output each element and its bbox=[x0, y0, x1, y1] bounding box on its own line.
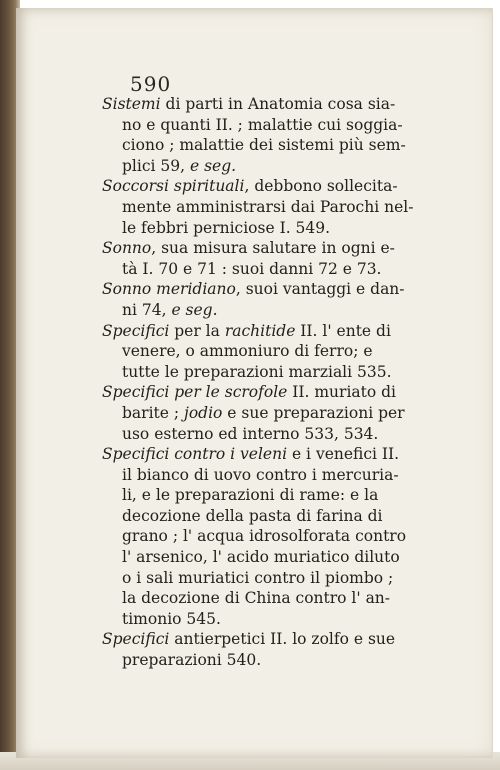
italic-term: Sonno bbox=[102, 239, 152, 258]
entry-line bbox=[102, 279, 454, 300]
index-entry bbox=[102, 321, 454, 383]
entry-text: uso esterno ed interno 533, 534. bbox=[122, 424, 379, 443]
entry-line bbox=[102, 506, 454, 527]
entry-line bbox=[102, 156, 454, 177]
entry-line bbox=[102, 197, 454, 218]
italic-term: Soccorsi spirituali bbox=[102, 177, 245, 196]
entry-text: e i venefici II. bbox=[287, 445, 400, 464]
index-entry bbox=[102, 629, 454, 670]
entry-text: la decozione di China contro l' an- bbox=[122, 589, 391, 608]
entry-text: II. muriato di bbox=[287, 383, 397, 402]
entry-line bbox=[102, 444, 454, 465]
entry-text: o i sali muriatici contro il piombo ; bbox=[122, 568, 394, 587]
entry-text: decozione della pasta di farina di bbox=[122, 506, 383, 525]
entry-line bbox=[102, 403, 454, 424]
page-number: 590 bbox=[130, 72, 172, 96]
entry-line bbox=[102, 176, 454, 197]
italic-term: Specifici per le scrofole bbox=[102, 383, 288, 402]
entry-line bbox=[102, 588, 454, 609]
entry-line bbox=[102, 609, 454, 630]
entry-line bbox=[102, 547, 454, 568]
italic-term: rachitide bbox=[224, 321, 296, 340]
entry-line bbox=[102, 321, 454, 342]
entry-text: tutte le preparazioni marziali 535. bbox=[122, 362, 392, 381]
italic-term: Specifici contro i veleni bbox=[102, 445, 288, 464]
entry-line bbox=[102, 135, 454, 156]
entry-line bbox=[102, 115, 454, 136]
entry-text: tà I. 70 e 71 : suoi danni 72 e 73. bbox=[122, 259, 382, 278]
entry-text: II. l' ente di bbox=[295, 321, 391, 340]
entry-line bbox=[102, 465, 454, 486]
entry-line bbox=[102, 341, 454, 362]
entry-line bbox=[102, 485, 454, 506]
entry-text: il bianco di uovo contro i mercuria- bbox=[122, 465, 399, 484]
entry-line bbox=[102, 94, 454, 115]
entry-text: li, e le preparazioni di rame: e la bbox=[122, 486, 379, 505]
italic-term: Sistemi bbox=[102, 95, 161, 113]
entry-text: plici 59, bbox=[122, 156, 190, 175]
entry-text: timonio 545. bbox=[122, 609, 221, 628]
index-entry bbox=[102, 279, 454, 320]
entry-text: preparazioni 540. bbox=[122, 651, 262, 670]
entry-text: , debbono sollecita- bbox=[244, 177, 398, 196]
entry-line bbox=[102, 382, 454, 403]
entry-text: ciono ; malattie dei sistemi più sem- bbox=[122, 136, 406, 155]
italic-term: jodio bbox=[184, 403, 223, 422]
entry-text: le febbri perniciose I. 549. bbox=[122, 218, 331, 237]
italic-term: Specifici bbox=[102, 630, 170, 649]
entry-text: per la bbox=[169, 321, 225, 340]
entry-text: l' arsenico, l' acido muriatico diluto bbox=[122, 548, 400, 567]
entry-line bbox=[102, 650, 454, 671]
index-entry bbox=[102, 176, 454, 238]
index-entry bbox=[102, 238, 454, 279]
entry-text: barite ; bbox=[122, 403, 185, 422]
entry-text: , sua misura salutare in ogni e- bbox=[151, 239, 395, 258]
index-entry bbox=[102, 382, 454, 444]
entry-line bbox=[102, 629, 454, 650]
entry-text: venere, o ammoniuro di ferro; e bbox=[122, 342, 373, 361]
entry-text: mente amministrarsi dai Parochi nel- bbox=[122, 197, 414, 216]
entry-line bbox=[102, 568, 454, 589]
index-entry bbox=[102, 94, 454, 176]
entry-text: no e quanti II. ; malattie cui soggia- bbox=[122, 115, 403, 134]
entry-line bbox=[102, 424, 454, 445]
entry-text: grano ; l' acqua idrosolforata contro bbox=[122, 527, 407, 546]
italic-term: Specifici bbox=[102, 321, 170, 340]
italic-term: e seg. bbox=[171, 300, 218, 319]
entry-text: di parti in Anatomia cosa sia- bbox=[160, 95, 396, 113]
entry-line bbox=[102, 526, 454, 547]
entry-line bbox=[102, 300, 454, 321]
index-entries bbox=[102, 94, 454, 671]
index-entry bbox=[102, 444, 454, 629]
entry-line bbox=[102, 218, 454, 239]
entry-line bbox=[102, 362, 454, 383]
entry-text: antierpetici II. lo zolfo e sue bbox=[169, 630, 396, 649]
italic-term: e seg. bbox=[189, 156, 237, 175]
entry-text: e sue preparazioni per bbox=[222, 403, 405, 422]
entry-line bbox=[102, 238, 454, 259]
entry-text: ni 74, bbox=[122, 300, 172, 319]
entry-line bbox=[102, 259, 454, 280]
entry-text: , suoi vantaggi e dan- bbox=[235, 280, 405, 299]
italic-term: Sonno meridiano bbox=[102, 280, 236, 299]
